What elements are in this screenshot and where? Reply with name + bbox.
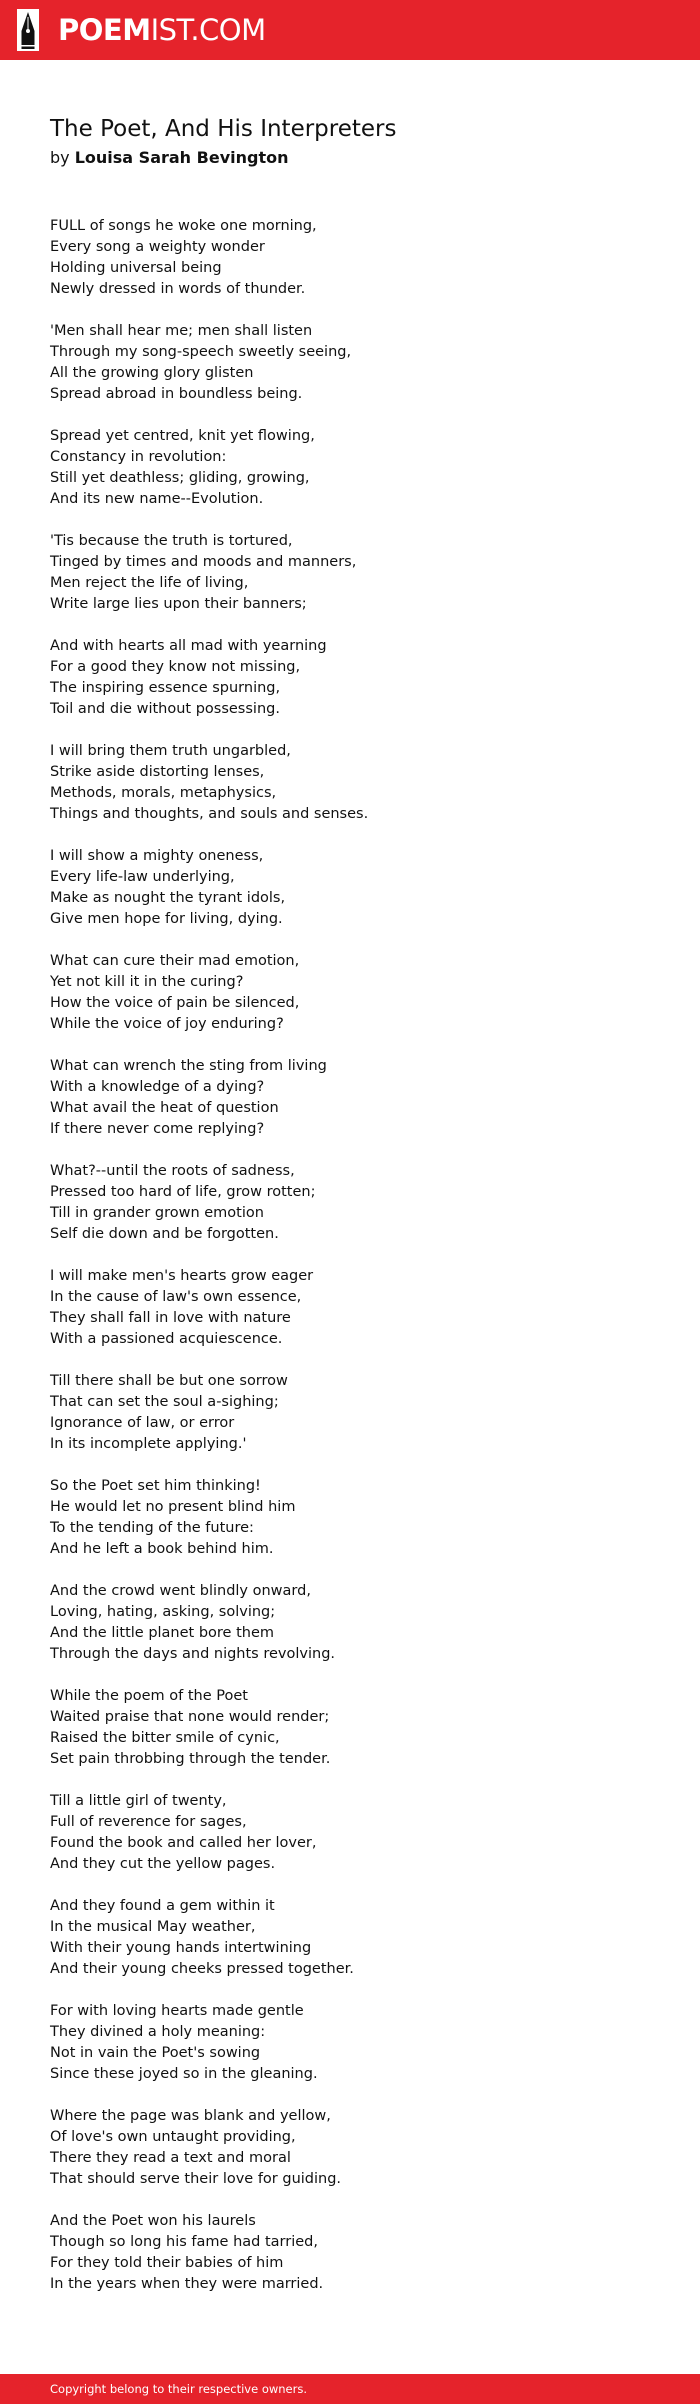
poem-line: If there never come replying? [50,1121,265,1137]
copyright-text: Copyright belong to their respective owners. [50,2382,308,2396]
poem-line: With a passioned acquiescence. [50,1331,283,1347]
poem-line: In the musical May weather, [50,1919,256,1935]
stanza [50,1266,670,1350]
stanza [50,1896,670,1980]
stanza [50,1791,670,1875]
poem-line: Men reject the life of living, [50,575,249,591]
poem-line: Waited praise that none would render; [50,1709,330,1725]
poem-line: And they cut the yellow pages. [50,1856,276,1872]
poem-line: Make as nought the tyrant idols, [50,890,286,906]
poem-line: Pressed too hard of life, grow rotten; [50,1184,316,1200]
stanza [50,1581,670,1665]
poem-line: What?--until the roots of sadness, [50,1163,295,1179]
poem-line: Full of reverence for sages, [50,1814,247,1830]
poem-line: Loving, hating, asking, solving; [50,1604,276,1620]
stanza [50,1371,670,1455]
poem-line: There they read a text and moral [50,2150,291,2166]
stanza [50,321,670,405]
poem-line: Of love's own untaught providing, [50,2129,296,2145]
poem-line: All the growing glory glisten [50,365,254,381]
poem-line: And he left a book behind him. [50,1541,274,1557]
stanza [50,2106,670,2190]
logo-text-bold: POEM [58,13,151,47]
poem-line: Toil and die without possessing. [50,701,280,717]
stanza [50,531,670,615]
poem-line: For they told their babies of him [50,2255,284,2271]
poem-line: What can wrench the sting from living [50,1058,327,1074]
poem-line: I will show a mighty oneness, [50,848,264,864]
poem-line: Till there shall be but one sorrow [50,1373,288,1389]
poem-line: Spread abroad in boundless being. [50,386,303,402]
poem-line: Through the days and nights revolving. [50,1646,336,1662]
poem-line: While the poem of the Poet [50,1688,248,1704]
poem-line: Till in grander grown emotion [50,1205,264,1221]
poem-line: And the little planet bore them [50,1625,275,1641]
poem-line: In the cause of law's own essence, [50,1289,302,1305]
poem-line: Every song a weighty wonder [50,239,265,255]
poem-line: What avail the heat of question [50,1100,279,1116]
poem-line: I will make men's hearts grow eager [50,1268,314,1284]
poem-line: They divined a holy meaning: [50,2024,266,2040]
poem-line: Set pain throbbing through the tender. [50,1751,331,1767]
poem-line: They shall fall in love with nature [50,1310,291,1326]
stanza [50,741,670,825]
poem-line: And with hearts all mad with yearning [50,638,327,654]
poem-line: To the tending of the future: [50,1520,254,1536]
poem-line: Not in vain the Poet's sowing [50,2045,261,2061]
poem-line: Tinged by times and moods and manners, [50,554,357,570]
poem-line: Raised the bitter smile of cynic, [50,1730,280,1746]
poem-line: The inspiring essence spurning, [50,680,281,696]
author-link[interactable]: Louisa Sarah Bevington [74,148,289,167]
poem-line: That should serve their love for guiding. [50,2171,342,2187]
poem-line: So the Poet set him thinking! [50,1478,261,1494]
poem-line: FULL of songs he woke one morning, [50,218,317,234]
poem-line: Give men hope for living, dying. [50,911,283,927]
site-logo[interactable] [17,9,266,51]
by-label: by [50,148,70,167]
pen-nib-icon [17,9,39,51]
poem-line: Still yet deathless; gliding, growing, [50,470,310,486]
poem-line: 'Men shall hear me; men shall listen [50,323,313,339]
poem-line: He would let no present blind him [50,1499,296,1515]
poem-line: How the voice of pain be silenced, [50,995,300,1011]
poem-line: Found the book and called her lover, [50,1835,317,1851]
poem-line: Methods, morals, metaphysics, [50,785,277,801]
stanza [50,2001,670,2085]
poem-line: Strike aside distorting lenses, [50,764,265,780]
poem-line: While the voice of joy enduring? [50,1016,284,1032]
site-footer [0,2374,700,2404]
stanza [50,426,670,510]
poem-line: And the Poet won his laurels [50,2213,256,2229]
stanza [50,846,670,930]
poem-line: 'Tis because the truth is tortured, [50,533,293,549]
stanza [50,1161,670,1245]
poem-line: Self die down and be forgotten. [50,1226,279,1242]
stanza [50,216,670,300]
logo-text-light: IST.COM [150,13,266,47]
stanza [50,951,670,1035]
site-header [0,0,700,60]
poem-line: With their young hands intertwining [50,1940,312,1956]
poem-line: Through my song-speech sweetly seeing, [50,344,352,360]
poem-line: Newly dressed in words of thunder. [50,281,306,297]
poem-line: And its new name--Evolution. [50,491,264,507]
poem-line: Spread yet centred, knit yet flowing, [50,428,315,444]
poem-line: And they found a gem within it [50,1898,275,1914]
poem-line: For a good they know not missing, [50,659,301,675]
poem-line: In the years when they were married. [50,2276,324,2292]
poem-line: Things and thoughts, and souls and senses. [50,806,369,822]
poem-line: Though so long his fame had tarried, [50,2234,318,2250]
poem-line: Till a little girl of twenty, [50,1793,227,1809]
poem-line: Every life-law underlying, [50,869,235,885]
poem-line: And their young cheeks pressed together. [50,1961,354,1977]
poem-line: And the crowd went blindly onward, [50,1583,311,1599]
poem-line: With a knowledge of a dying? [50,1079,265,1095]
stanza [50,636,670,720]
poem-line: Holding universal being [50,260,222,276]
poem-byline [50,146,288,170]
poem-title: The Poet, And His Interpreters [50,116,397,142]
poem-line: What can cure their mad emotion, [50,953,300,969]
poem-line: Constancy in revolution: [50,449,227,465]
stanza [50,1476,670,1560]
poem-line: Yet not kill it in the curing? [50,974,244,990]
site-logo-text [58,9,266,51]
poem-line: For with loving hearts made gentle [50,2003,304,2019]
poem-line: Since these joyed so in the gleaning. [50,2066,318,2082]
stanza [50,1686,670,1770]
poem-line: Where the page was blank and yellow, [50,2108,331,2124]
stanza [50,2211,670,2295]
poem-line: That can set the soul a-sighing; [50,1394,279,1410]
poem-line: Ignorance of law, or error [50,1415,235,1431]
poem-line: I will bring them truth ungarbled, [50,743,291,759]
poem-line: In its incomplete applying.' [50,1436,247,1452]
poem-line: Write large lies upon their banners; [50,596,307,612]
stanza [50,1056,670,1140]
poem-body [50,216,670,2316]
